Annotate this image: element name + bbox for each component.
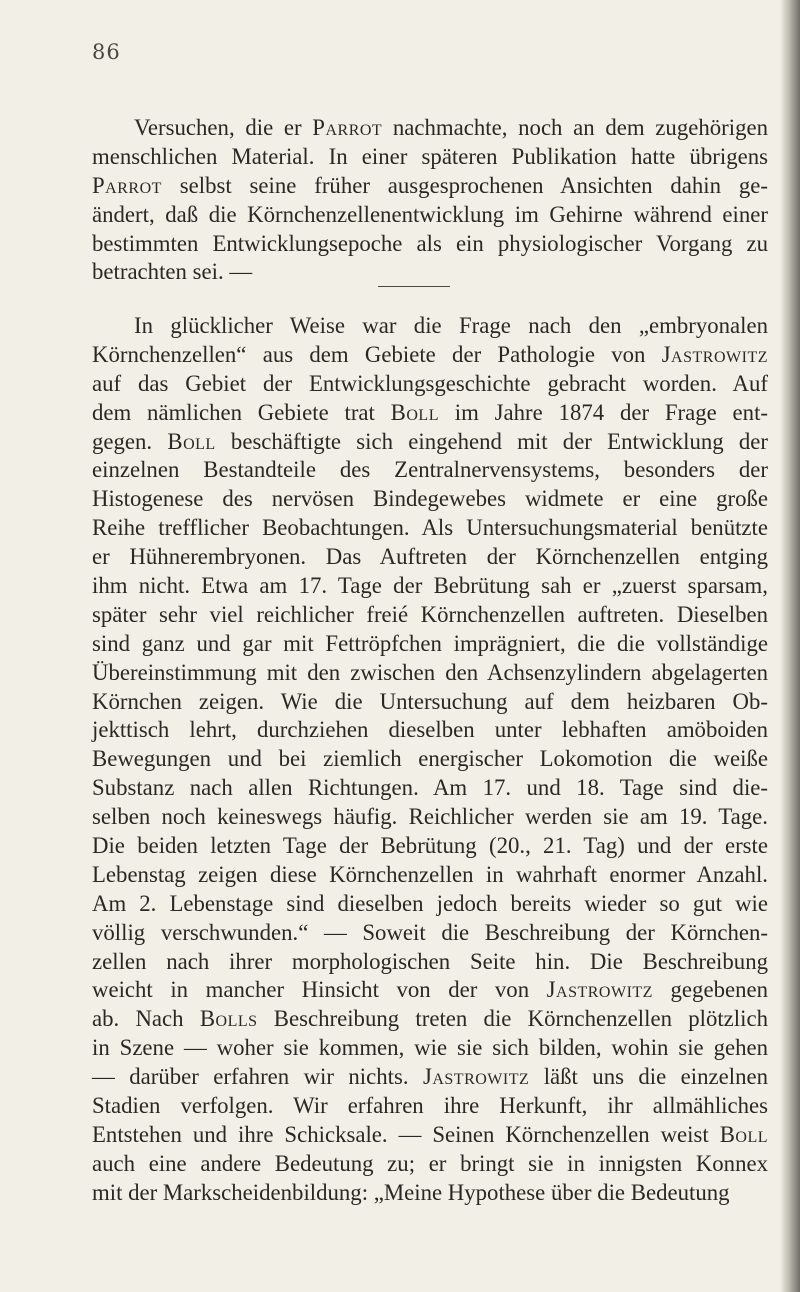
text-line	[92, 543, 768, 572]
author-name: Parrot	[312, 115, 383, 140]
text-run: Bewegungen und bei ziemlich energischer Lokomotion die weiße	[92, 746, 768, 772]
text-line	[92, 1092, 768, 1121]
text-run: im Jahre 1874 der Frage ent-	[438, 399, 768, 425]
text-line	[92, 341, 768, 370]
text-run: Entstehen und ihre Schicksale. — Seinen Körnchenzellen weist	[92, 1121, 720, 1147]
text-run: ändert, daß die Körnchenzellenentwicklung im Gehirne während einer	[92, 201, 768, 227]
text-run: gegen.	[92, 428, 168, 454]
text-line	[92, 172, 768, 201]
text-run: ab. Nach	[92, 1006, 200, 1032]
text-run: Histogenese des nervösen Bindegewebes widmete er eine große	[92, 486, 768, 512]
text-run: weicht in mancher Hinsicht von der von	[92, 977, 547, 1003]
author-name: Boll	[719, 1121, 768, 1147]
text-line	[92, 861, 768, 890]
text-line	[92, 230, 768, 259]
text-run: Körnchenzellen“ aus dem Gebiete der Pathologie von	[92, 341, 662, 367]
text-line	[92, 312, 768, 341]
text-line	[92, 456, 768, 485]
text-line	[92, 976, 768, 1005]
text-run: sind ganz und gar mit Fettröpfchen imprägniert, die die vollständige	[92, 630, 768, 656]
text-run: zellen nach ihrer morphologischen Seite hin. Die Beschreibung	[92, 948, 768, 974]
text-run: Substanz nach allen Richtungen. Am 17. und 18. Tage sind die-	[92, 775, 768, 801]
text-run: auf das Gebiet der Entwicklungsgeschichte gebracht worden. Auf	[92, 370, 768, 396]
text-line	[92, 919, 768, 948]
text-line	[92, 1034, 768, 1063]
text-line	[92, 399, 768, 428]
text-run: auch eine andere Bedeutung zu; er bringt sie in innigsten Konnex	[92, 1150, 768, 1176]
text-line	[92, 832, 768, 861]
text-run: Übereinstimmung mit den zwischen den Achsenzylindern abgelagerten	[92, 659, 768, 685]
text-run: selbst seine früher ausgesprochenen Ansichten dahin ge-	[161, 172, 768, 198]
text-run: dem nämlichen Gebiete trat	[92, 399, 391, 425]
text-run: läßt uns die einzelnen	[529, 1064, 768, 1090]
text-run: nachmachte, noch an dem zugehörigen	[382, 115, 768, 140]
text-run: er Hühnerembryonen. Das Auftreten der Körnchenzellen entging	[92, 544, 768, 570]
text-line	[92, 948, 768, 977]
text-run: — darüber erfahren wir nichts.	[92, 1064, 423, 1090]
text-run: Beschreibung treten die Körnchenzellen plötzlich	[257, 1006, 768, 1032]
author-name: Parrot	[92, 172, 162, 198]
text-run: einzelnen Bestandteile des Zentralnervensystems, besonders der	[92, 457, 768, 483]
text-line	[92, 201, 768, 230]
text-line	[92, 659, 768, 688]
text-line	[92, 630, 768, 659]
section-divider	[378, 286, 450, 287]
text-run: beschäftigte sich eingehend mit der Entwicklung der	[215, 428, 768, 454]
text-line	[92, 1121, 768, 1150]
text-line	[92, 716, 768, 745]
text-run: Lebenstag zeigen diese Körnchenzellen in wahrhaft enormer Anzahl.	[92, 861, 768, 887]
author-name: Jastrowitz	[661, 341, 768, 367]
text-run: gegebenen	[652, 977, 768, 1003]
paragraph-2	[92, 312, 768, 1208]
text-line	[92, 572, 768, 601]
author-name: Jastrowitz	[422, 1064, 530, 1090]
text-line	[92, 1150, 768, 1179]
text-line	[92, 1005, 768, 1034]
text-line	[92, 688, 768, 717]
page-edge-shadow	[780, 0, 800, 1292]
text-run: menschlichen Material. In einer späteren Publikation hatte übrigens	[92, 143, 768, 169]
text-run: In glücklicher Weise war die Frage nach den „embryonalen	[134, 313, 768, 338]
text-line	[92, 485, 768, 514]
author-name: Jastrowitz	[546, 977, 653, 1003]
author-name: Boll	[167, 428, 216, 454]
text-run: bestimmten Entwicklungsepoche als ein physiologischer Vorgang zu	[92, 230, 768, 256]
author-name: Bolls	[199, 1006, 258, 1032]
text-line	[92, 1063, 768, 1092]
text-run: jekttisch lehrt, durchziehen dieselben unter lebhaften amöboiden	[92, 717, 768, 743]
text-line	[92, 514, 768, 543]
text-run: in Szene — woher sie kommen, wie sie sich bilden, wohin sie gehen	[92, 1035, 768, 1061]
text-run: selben noch keineswegs häufig. Reichlicher werden sie am 19. Tage.	[92, 804, 768, 830]
text-line	[92, 601, 768, 630]
text-line	[92, 370, 768, 399]
text-line	[92, 774, 768, 803]
text-line	[92, 114, 768, 143]
text-run: ihm nicht. Etwa am 17. Tage der Bebrütung sah er „zuerst sparsam,	[92, 573, 768, 599]
text-run: Die beiden letzten Tage der Bebrütung (20., 21. Tag) und der erste	[92, 833, 768, 859]
text-run: Am 2. Lebenstage sind dieselben jedoch bereits wieder so gut wie	[92, 890, 768, 916]
text-run: mit der Markscheidenbildung: „Meine Hypothese über die Bedeutung	[92, 1179, 730, 1205]
text-line	[92, 143, 768, 172]
text-run: Körnchen zeigen. Wie die Untersuchung auf dem heizbaren Ob-	[92, 688, 768, 714]
author-name: Boll	[390, 399, 439, 425]
text-line	[92, 803, 768, 832]
text-run: völlig verschwunden.“ — Soweit die Beschreibung der Körnchen-	[92, 919, 768, 945]
paragraph-1	[92, 114, 768, 287]
text-run: Versuchen, die er	[134, 115, 313, 140]
text-line	[92, 745, 768, 774]
text-line	[92, 890, 768, 919]
text-run: Reihe trefflicher Beobachtungen. Als Untersuchungsmaterial benützte	[92, 515, 768, 541]
text-run: Stadien verfolgen. Wir erfahren ihre Herkunft, ihr allmähliches	[92, 1093, 768, 1119]
page-number: 86	[92, 40, 121, 64]
text-line	[92, 428, 768, 457]
text-line	[92, 1179, 768, 1208]
text-line	[92, 258, 768, 287]
text-run: betrachten sei. —	[92, 259, 253, 285]
text-run: später sehr viel reichlicher freié Körnchenzellen auftreten. Dieselben	[92, 601, 768, 627]
